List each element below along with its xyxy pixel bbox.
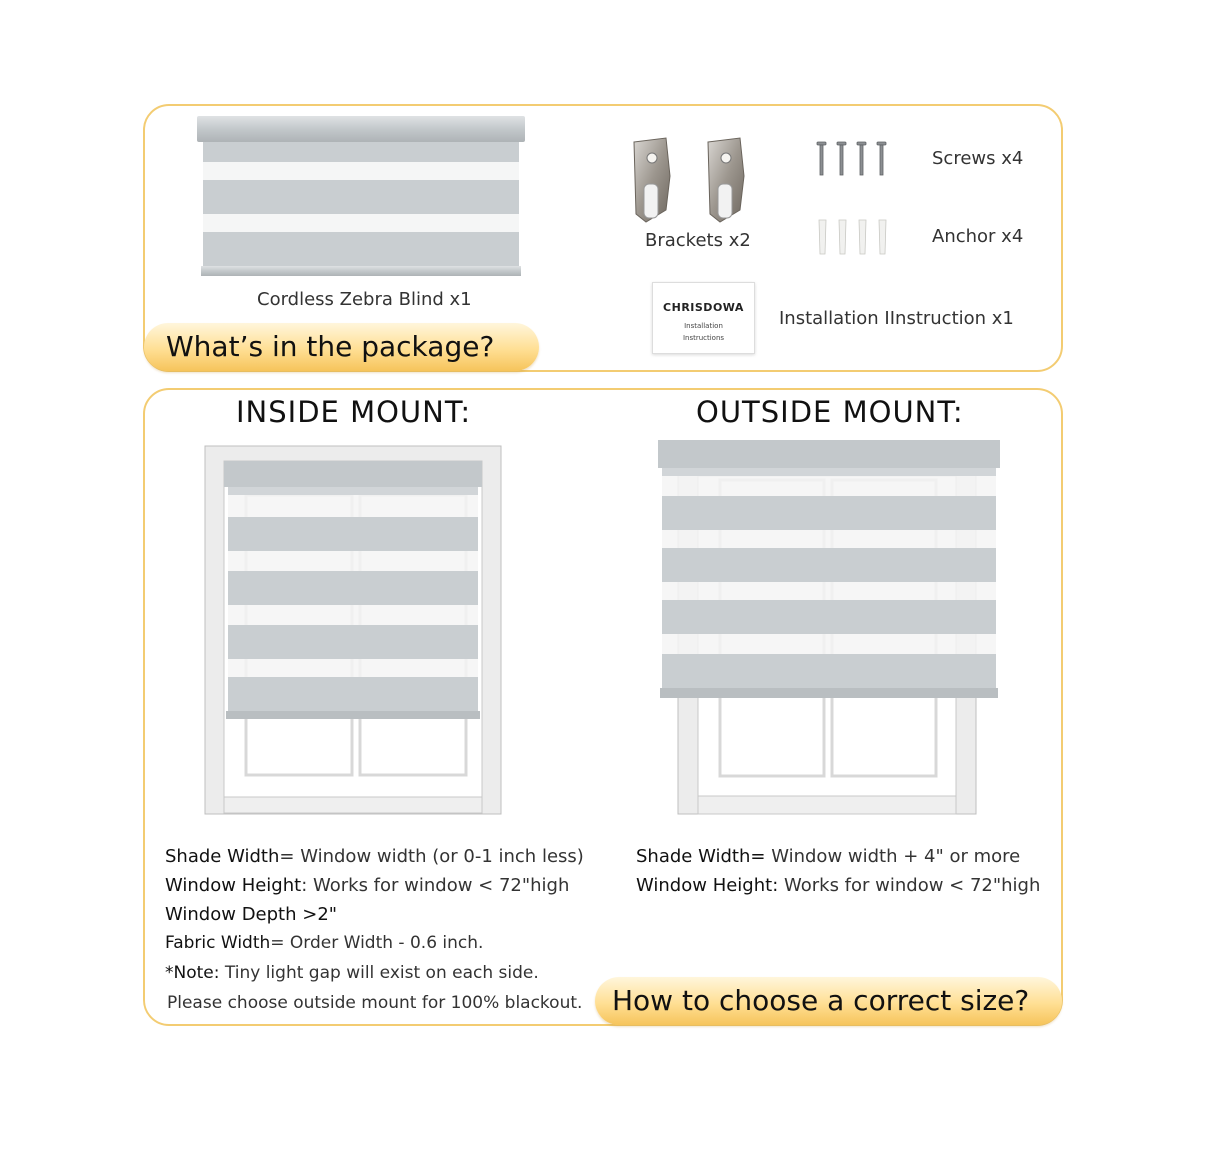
inside-mount-heading: INSIDE MOUNT: (236, 395, 472, 429)
spec-key: Shade Width (165, 846, 280, 867)
spec-val: Works for window < 72"high (778, 875, 1041, 896)
screw-icon (814, 140, 894, 178)
instruction-line1: Installation (684, 322, 723, 330)
anchor-label: Anchor x4 (932, 226, 1024, 247)
outside-spec-window-height (636, 875, 1040, 896)
outside-spec-shade-width (636, 846, 1020, 867)
spec-key: Window Depth >2" (165, 904, 338, 925)
spec-key: *Note: (165, 963, 220, 983)
instruction-card (652, 282, 755, 354)
inside-spec-window-depth (165, 904, 337, 925)
window-icon (658, 440, 1002, 816)
spec-key: Shade Width= (636, 846, 766, 867)
bracket-icon (626, 136, 752, 228)
inside-spec-window-height (165, 875, 569, 896)
screws-label: Screws x4 (932, 148, 1024, 169)
spec-val: = Window width (or 0-1 inch less) (279, 846, 584, 867)
inside-spec-fabric-width (165, 933, 483, 953)
window-icon (204, 445, 502, 815)
blind-label: Cordless Zebra Blind x1 (257, 289, 472, 310)
spec-val: : Works for window < 72"high (301, 875, 570, 896)
spec-val: Tiny light gap will exist on each side. (219, 963, 539, 983)
outside-mount-heading: OUTSIDE MOUNT: (696, 395, 964, 429)
zebra-blind-icon (197, 116, 527, 280)
inside-spec-note (165, 963, 539, 983)
size-title: How to choose a correct size? (595, 977, 1062, 1025)
spec-val: Please choose outside mount for 100% blackout. (167, 993, 583, 1013)
instruction-brand: CHRISDOWA (663, 301, 744, 314)
anchor-icon (814, 218, 894, 258)
instruction-label: Installation IInstruction x1 (779, 308, 1014, 329)
inside-spec-shade-width (165, 846, 584, 867)
spec-key: Fabric Width (165, 933, 271, 953)
package-title: What’s in the package? (144, 323, 539, 371)
brackets-label: Brackets x2 (645, 230, 751, 251)
spec-key: Window Height (165, 875, 302, 896)
spec-key: Window Height: (636, 875, 779, 896)
inside-spec-blackout (167, 993, 582, 1013)
instruction-line2: Instructions (682, 334, 725, 342)
spec-val: = Order Width - 0.6 inch. (270, 933, 484, 953)
spec-val: Window width + 4" or more (765, 846, 1021, 867)
